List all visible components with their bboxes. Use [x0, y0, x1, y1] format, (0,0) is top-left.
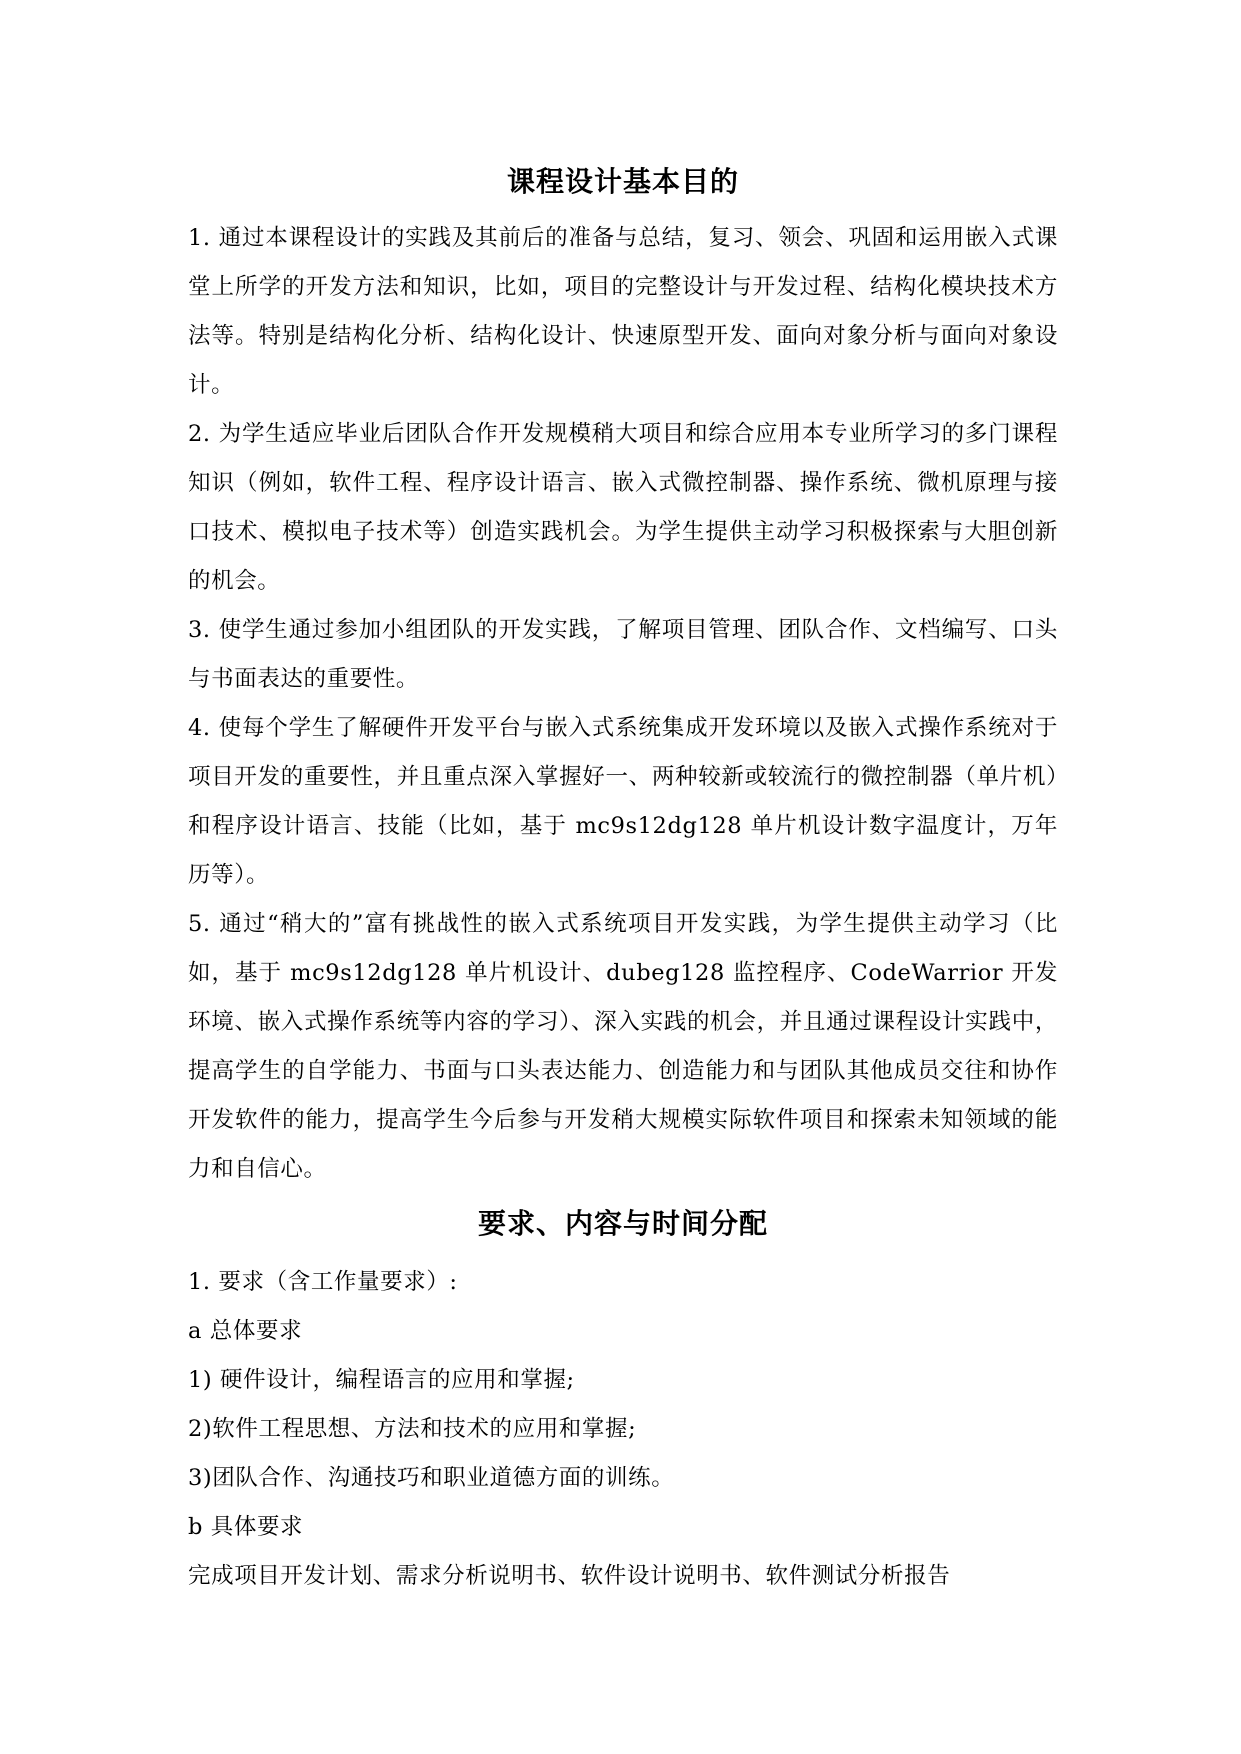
purpose-item-3: 3. 使学生通过参加小组团队的开发实践，了解项目管理、团队合作、文档编写、口头与书面表达的重要性。 — [188, 617, 1058, 692]
requirements-line-7: 完成项目开发计划、需求分析说明书、软件设计说明书、软件测试分析报告 — [188, 1563, 951, 1589]
section-title-purpose: 课程设计基本目的 — [506, 165, 739, 198]
requirements-line-6: b 具体要求 — [188, 1514, 304, 1540]
document-page — [188, 160, 1058, 1601]
requirements-line-4: 2)软件工程思想、方法和技术的应用和掌握; — [188, 1416, 637, 1442]
purpose-item-4: 4. 使每个学生了解硬件开发平台与嵌入式系统集成开发环境以及嵌入式操作系统对于项目开发的重要性，并且重点深入掌握好一、两种较新或较流行的微控制器（单片机）和程序设计语言、技能（比如，基于 mc9s12dg128 单片机设计数字温度计，万年历等）。 — [188, 715, 1058, 888]
purpose-item-5: 5. 通过“稍大的”富有挑战性的嵌入式系统项目开发实践，为学生提供主动学习（比如，基于 mc9s12dg128 单片机设计、dubeg128 监控程序、CodeWarrior 开发环境、嵌入式操作系统等内容的学习）、深入实践的机会，并且通过课程设计实践中，提高学生的自学能力、书面与口头表达能力、创造能力和与团队其他成员交往和协作开发软件的能力，提高学生今后参与开发稍大规模实际软件项目和探索未知领域的能力和自信心。 — [188, 911, 1058, 1182]
purpose-item-1: 1. 通过本课程设计的实践及其前后的准备与总结，复习、领会、巩固和运用嵌入式课堂上所学的开发方法和知识，比如，项目的完整设计与开发过程、结构化模块技术方法等。特别是结构化分析、结构化设计、快速原型开发、面向对象分析与面向对象设计。 — [188, 225, 1058, 398]
section-title-requirements: 要求、内容与时间分配 — [477, 1207, 768, 1240]
requirements-line-2: a 总体要求 — [188, 1318, 303, 1344]
requirements-line-1: 1. 要求（含工作量要求）: — [188, 1269, 458, 1295]
requirements-line-3: 1) 硬件设计，编程语言的应用和掌握; — [188, 1367, 575, 1393]
requirements-line-5: 3)团队合作、沟通技巧和职业道德方面的训练。 — [188, 1465, 675, 1491]
purpose-item-2: 2. 为学生适应毕业后团队合作开发规模稍大项目和综合应用本专业所学习的多门课程知识（例如，软件工程、程序设计语言、嵌入式微控制器、操作系统、微机原理与接口技术、模拟电子技术等）创造实践机会。为学生提供主动学习积极探索与大胆创新的机会。 — [188, 421, 1058, 594]
